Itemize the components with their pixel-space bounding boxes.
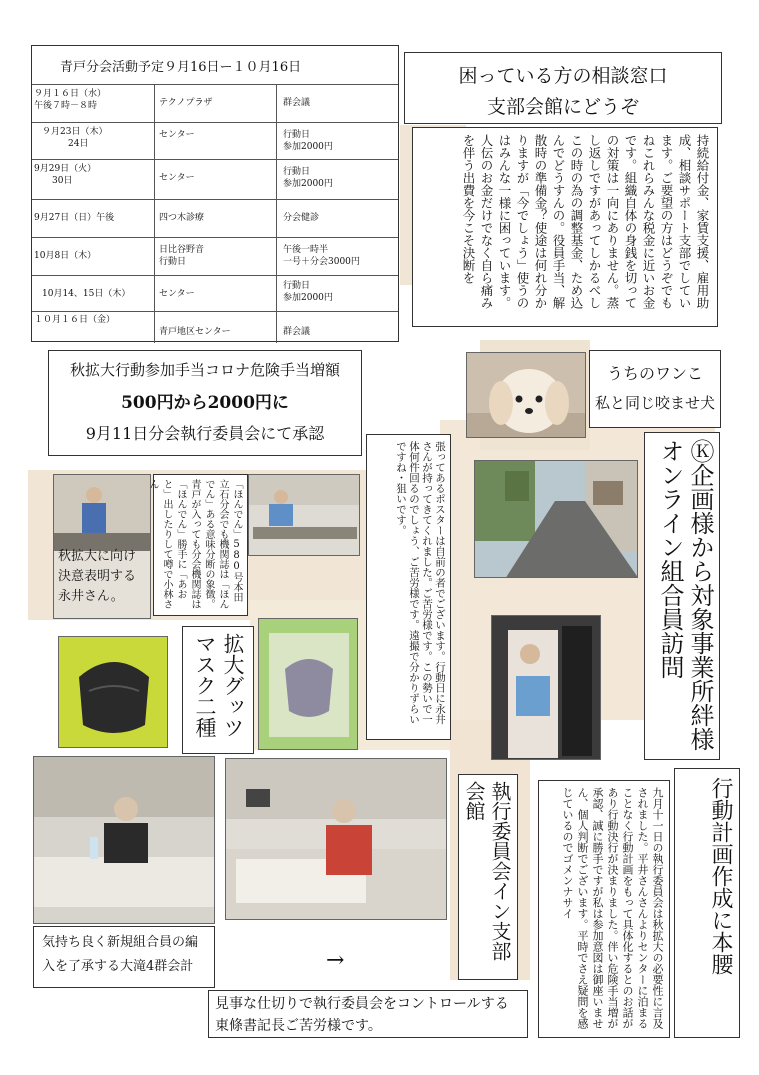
- nagai-caption: 秋拡大に向け決意表明する永井さん。: [58, 549, 137, 604]
- dog-photo: [466, 352, 586, 438]
- online-visit-title: Ⓚ企画様から対象事業所絆様オンライン組合員訪問: [644, 432, 720, 760]
- honden-note: 「ほんでん」580号本田立石分会でも機関誌は「ほんでん」ある意味分断の象徴。青戸が入っても分会機関誌は「ほんでん」勝手に「あおと」出したりして噂で小林さん: [153, 474, 248, 616]
- consult-body: 持続給付金、家賃支援、雇用助成、相談サポート支部でしています。ご要望の方はどうぞでもねこれらみんな税金に近いお金です。組織自体の身銭を切っての対策は一向にありません。蒸し返しですがあってしかるべしこの時の為の調整基金、ため込んでどうすんの。役員手当、解散時の準備金？使途は何れ分かりますが「今でしょう」使うのはみんな一様に困っています。人伝のお金だけでなく自ら痛みを伴う出費を今こそ決断を: [412, 127, 718, 327]
- consult-line1: 困っている方の相談窓口: [458, 65, 668, 87]
- schedule-title: 青戸分会活動予定９月16日ー１０月16日: [60, 60, 302, 75]
- table-row: ９月１６日（水） 午後７時－８時 テクノプラザ 群会議: [32, 84, 398, 122]
- arrow-glyph: →: [326, 948, 345, 973]
- meeting-photo: [248, 474, 360, 556]
- okitaki-photo: [33, 756, 215, 924]
- table-row: 9月29日（火） 30日 センター 行動日 参加2000円: [32, 159, 398, 199]
- table-row: 10月8日（木） 日比谷野音 行動日 午後一時半 一号＋分会3000円: [32, 237, 398, 275]
- okitaki-caption: 気持ち良く新規組合員の編入を了承する大滝4群会計: [33, 926, 215, 988]
- table-row: １０月１６日（金） 青戸地区センター 群会議: [32, 311, 398, 343]
- table-row: 10月14、15日（木） センター 行動日 参加2000円: [32, 275, 398, 311]
- allowance-notice: 秋拡大行動参加手当コロナ危険手当増額 500円から2000円に 9月11日分会執行委員会にて承認: [48, 350, 362, 456]
- consult-header: [404, 52, 722, 124]
- consult-line2: 支部会館にどうぞ: [486, 96, 639, 118]
- poster-note: 張ってあるポスターは自前の者でございます。行動日に永井さんが持ってきてくれました。ご苦労様です。この勢いで一体何件回るのでしょう、ご苦労様です。遠撮で分かりずらいですね・狙いです。: [366, 434, 451, 740]
- exec-meeting-title: 執行委員会イン支部会館: [458, 774, 518, 980]
- table-row: 9月27日（日）午後 四つ木診療 分会健診: [32, 199, 398, 237]
- street-photo: [474, 460, 638, 578]
- dog-caption: うちのワンこ 私と同じ咬ませ犬: [589, 350, 721, 428]
- plan-title: 行動計画作成に本腰: [674, 768, 740, 1038]
- goods-title: 拡大グッツマスク二種: [182, 626, 254, 754]
- poster-photo: [491, 615, 601, 760]
- tojo-caption: 見事な仕切りで執行委員会をコントロールする東條書記長ご苦労様です。: [208, 990, 528, 1038]
- schedule-table: [31, 45, 399, 342]
- table-row: ９月23日（木） 24日 センター 行動日 参加2000円: [32, 122, 398, 159]
- plan-body: 九月十一日の執行委員会は秋拡大の必要性に言及されました。平井さんさんよりセンターに泊まることなく行動計画をもって具体化するとのお話があり行動決行が決まりました。伴い危険手当増が承認、誠に勝手ですが私は参加意図は御座いません、個人判断でございます。平時でさえ疑問を感じているのでゴメンナサイ: [538, 780, 670, 1038]
- mask-photo-black: [58, 636, 168, 748]
- tojo-photo: [225, 758, 447, 920]
- nagai-photo: [53, 474, 151, 619]
- mask-photo-clear: [258, 618, 358, 750]
